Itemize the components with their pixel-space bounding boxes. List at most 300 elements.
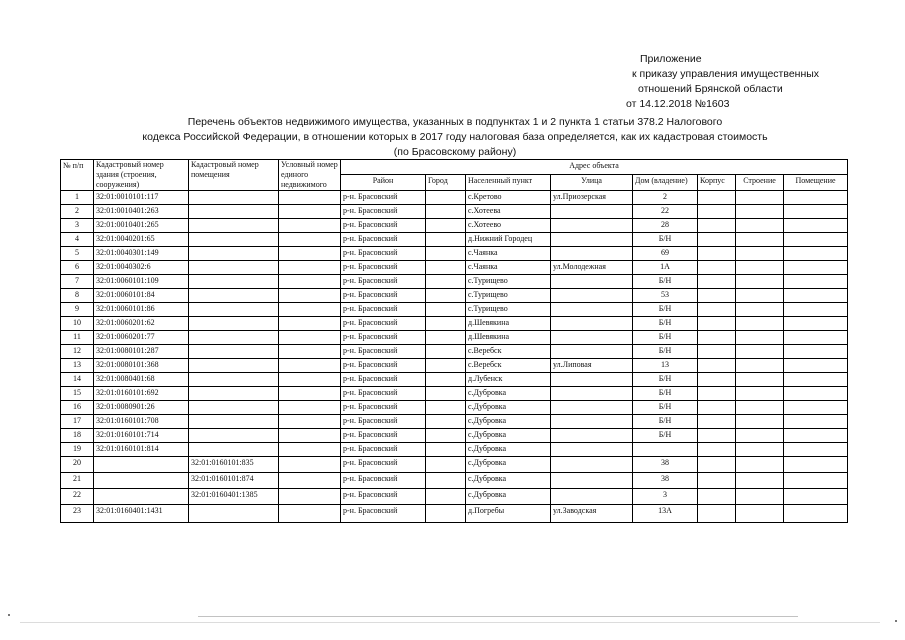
cell-building-cadastral: 32:01:0080101:287 [94, 345, 189, 359]
cell-settlement: д.Нижний Городец [466, 233, 551, 247]
cell-room [784, 233, 848, 247]
cell-corpus [698, 205, 736, 219]
cell-street [551, 345, 633, 359]
cell-conditional-number [279, 373, 341, 387]
cell-room-cadastral [189, 317, 279, 331]
cell-corpus [698, 457, 736, 473]
cell-building-cadastral: 32:01:0160101:714 [94, 429, 189, 443]
cell-street [551, 415, 633, 429]
cell-house: 53 [633, 289, 698, 303]
cell-room [784, 191, 848, 205]
cell-city [426, 317, 466, 331]
cell-street [551, 429, 633, 443]
cell-corpus [698, 331, 736, 345]
cell-room [784, 331, 848, 345]
cell-house: 13 [633, 359, 698, 373]
cell-room [784, 401, 848, 415]
cell-room [784, 457, 848, 473]
cell-room-cadastral [189, 387, 279, 401]
table-row [61, 387, 848, 401]
cell-district: р-н. Брасовский [341, 331, 426, 345]
cell-num: 15 [61, 387, 94, 401]
cell-district: р-н. Брасовский [341, 443, 426, 457]
cell-house: Б/Н [633, 233, 698, 247]
cell-house: Б/Н [633, 345, 698, 359]
cell-corpus [698, 261, 736, 275]
cell-settlement: с.Веребск [466, 345, 551, 359]
header-building: Строение [736, 174, 784, 190]
cell-corpus [698, 443, 736, 457]
cell-room [784, 373, 848, 387]
header-address-group: Адрес объекта [341, 160, 848, 175]
table-row [61, 261, 848, 275]
cell-room-cadastral [189, 303, 279, 317]
cell-street: ул.Заводская [551, 505, 633, 523]
cell-conditional-number [279, 415, 341, 429]
cell-conditional-number [279, 429, 341, 443]
table-row [61, 489, 848, 505]
header-room-cadastral: Кадастровый номер помещения [189, 160, 279, 191]
cell-city [426, 331, 466, 345]
cell-building [736, 457, 784, 473]
cell-building-cadastral [94, 489, 189, 505]
cell-conditional-number [279, 233, 341, 247]
cell-street [551, 317, 633, 331]
cell-building [736, 359, 784, 373]
cell-room-cadastral [189, 275, 279, 289]
cell-house: 38 [633, 473, 698, 489]
cell-building-cadastral: 32:01:0160401:1431 [94, 505, 189, 523]
cell-conditional-number [279, 219, 341, 233]
cell-house: 69 [633, 247, 698, 261]
cell-room-cadastral: 32:01:0160101:874 [189, 473, 279, 489]
cell-district: р-н. Брасовский [341, 205, 426, 219]
cell-district: р-н. Брасовский [341, 345, 426, 359]
title-line-3: (по Брасовскому району) [393, 146, 517, 158]
cell-num: 8 [61, 289, 94, 303]
cell-building-cadastral: 32:01:0040302:6 [94, 261, 189, 275]
cell-room-cadastral: 32:01:0160101:835 [189, 457, 279, 473]
cell-conditional-number [279, 247, 341, 261]
cell-building [736, 247, 784, 261]
cell-num: 16 [61, 401, 94, 415]
table-row [61, 205, 848, 219]
cell-building [736, 505, 784, 523]
cell-house: 3 [633, 489, 698, 505]
cell-corpus [698, 275, 736, 289]
cell-city [426, 219, 466, 233]
cell-room-cadastral [189, 205, 279, 219]
cell-settlement: д.Лубенск [466, 373, 551, 387]
cell-building-cadastral: 32:01:0010101:117 [94, 191, 189, 205]
cell-settlement: с.Турищево [466, 289, 551, 303]
cell-settlement: с.Дубровка [466, 443, 551, 457]
table-row [61, 331, 848, 345]
cell-district: р-н. Брасовский [341, 303, 426, 317]
cell-district: р-н. Брасовский [341, 247, 426, 261]
cell-city [426, 345, 466, 359]
cell-room [784, 359, 848, 373]
title-line-1: Перечень объектов недвижимого имущества, указанных в подпунктах 1 и 2 пункта 1 статьи 378.2 Налогового [187, 116, 723, 128]
cell-settlement: с.Дубровка [466, 429, 551, 443]
cell-city [426, 303, 466, 317]
cell-settlement: д.Шевякина [466, 331, 551, 345]
cell-num: 18 [61, 429, 94, 443]
cell-building-cadastral: 32:01:0060201:62 [94, 317, 189, 331]
cell-room [784, 289, 848, 303]
cell-conditional-number [279, 345, 341, 359]
cell-city [426, 373, 466, 387]
cell-conditional-number [279, 191, 341, 205]
cell-city [426, 233, 466, 247]
cell-district: р-н. Брасовский [341, 387, 426, 401]
cell-settlement: с.Дубровка [466, 473, 551, 489]
cell-building-cadastral: 32:01:0060101:84 [94, 289, 189, 303]
cell-conditional-number [279, 473, 341, 489]
cell-building [736, 345, 784, 359]
header-num: № п/п [61, 160, 94, 191]
cell-settlement: с.Кретово [466, 191, 551, 205]
cell-building-cadastral: 32:01:0010401:263 [94, 205, 189, 219]
cell-corpus [698, 401, 736, 415]
cell-settlement: с.Веребск [466, 359, 551, 373]
cell-city [426, 247, 466, 261]
cell-street [551, 489, 633, 505]
cell-conditional-number [279, 289, 341, 303]
table-row [61, 303, 848, 317]
cell-room [784, 505, 848, 523]
cell-num: 10 [61, 317, 94, 331]
table-row [61, 457, 848, 473]
cell-conditional-number [279, 359, 341, 373]
cell-settlement: д.Шевякина [466, 317, 551, 331]
cell-room-cadastral [189, 247, 279, 261]
cell-street [551, 303, 633, 317]
cell-city [426, 289, 466, 303]
cell-room-cadastral [189, 331, 279, 345]
cell-building [736, 303, 784, 317]
cell-room-cadastral [189, 345, 279, 359]
cell-num: 17 [61, 415, 94, 429]
cell-num: 7 [61, 275, 94, 289]
cell-room [784, 303, 848, 317]
cell-room-cadastral [189, 401, 279, 415]
cell-settlement: с.Чаянка [466, 247, 551, 261]
header-city: Город [426, 174, 466, 190]
cell-room-cadastral [189, 429, 279, 443]
cell-city [426, 261, 466, 275]
cell-district: р-н. Брасовский [341, 233, 426, 247]
table-row [61, 219, 848, 233]
cell-conditional-number [279, 443, 341, 457]
header-room: Помещение [784, 174, 848, 190]
cell-conditional-number [279, 331, 341, 345]
document-title [90, 115, 820, 160]
cell-num: 14 [61, 373, 94, 387]
cell-corpus [698, 289, 736, 303]
cell-settlement: с.Дубровка [466, 415, 551, 429]
cell-street [551, 289, 633, 303]
cell-num: 6 [61, 261, 94, 275]
cell-num: 19 [61, 443, 94, 457]
table-row [61, 443, 848, 457]
cell-house: Б/Н [633, 275, 698, 289]
cell-house: 22 [633, 205, 698, 219]
cell-conditional-number [279, 489, 341, 505]
table-row [61, 345, 848, 359]
cell-room [784, 317, 848, 331]
cell-building-cadastral: 32:01:0080901:26 [94, 401, 189, 415]
cell-room-cadastral [189, 219, 279, 233]
cell-conditional-number [279, 261, 341, 275]
cell-house: Б/Н [633, 429, 698, 443]
cell-district: р-н. Брасовский [341, 373, 426, 387]
cell-room-cadastral [189, 261, 279, 275]
table-row [61, 473, 848, 489]
cell-city [426, 191, 466, 205]
scan-noise [0, 612, 905, 632]
cell-building [736, 191, 784, 205]
cell-city [426, 505, 466, 523]
cell-conditional-number [279, 205, 341, 219]
cell-num: 9 [61, 303, 94, 317]
cell-corpus [698, 219, 736, 233]
cell-street [551, 401, 633, 415]
cell-street [551, 373, 633, 387]
cell-city [426, 359, 466, 373]
cell-settlement: с.Турищево [466, 275, 551, 289]
cell-district: р-н. Брасовский [341, 261, 426, 275]
table-row [61, 401, 848, 415]
cell-house: Б/Н [633, 303, 698, 317]
cell-conditional-number [279, 275, 341, 289]
cell-house: Б/Н [633, 317, 698, 331]
cell-district: р-н. Брасовский [341, 219, 426, 233]
cell-conditional-number [279, 457, 341, 473]
cell-building-cadastral: 32:01:0010401:265 [94, 219, 189, 233]
cell-house: Б/Н [633, 387, 698, 401]
cell-building [736, 387, 784, 401]
cell-corpus [698, 247, 736, 261]
table-row [61, 373, 848, 387]
cell-building [736, 233, 784, 247]
cell-num: 22 [61, 489, 94, 505]
table-row [61, 317, 848, 331]
cell-settlement: д.Погребы [466, 505, 551, 523]
cell-building-cadastral [94, 473, 189, 489]
cell-num: 20 [61, 457, 94, 473]
cell-settlement: с.Чаянка [466, 261, 551, 275]
header-corpus: Корпус [698, 174, 736, 190]
table-row [61, 191, 848, 205]
cell-num: 21 [61, 473, 94, 489]
cell-settlement: с.Хотеева [466, 205, 551, 219]
cell-corpus [698, 373, 736, 387]
cell-room-cadastral [189, 443, 279, 457]
cell-room-cadastral: 32:01:0160401:1385 [189, 489, 279, 505]
cell-district: р-н. Брасовский [341, 429, 426, 443]
cell-room-cadastral [189, 289, 279, 303]
cell-room [784, 429, 848, 443]
cell-building [736, 401, 784, 415]
cell-street [551, 473, 633, 489]
cell-district: р-н. Брасовский [341, 457, 426, 473]
cell-building-cadastral: 32:01:0040301:149 [94, 247, 189, 261]
header-conditional-number: Условный номер единого недвижимого [279, 160, 341, 191]
table-row [61, 275, 848, 289]
cell-num: 5 [61, 247, 94, 261]
cell-street [551, 247, 633, 261]
cell-district: р-н. Брасовский [341, 289, 426, 303]
cell-num: 13 [61, 359, 94, 373]
cell-street: ул.Приозерская [551, 191, 633, 205]
table-row [61, 289, 848, 303]
cell-corpus [698, 429, 736, 443]
cell-room [784, 247, 848, 261]
cell-settlement: с.Турищево [466, 303, 551, 317]
cell-num: 4 [61, 233, 94, 247]
cell-room-cadastral [189, 415, 279, 429]
cell-city [426, 429, 466, 443]
cell-num: 2 [61, 205, 94, 219]
cell-corpus [698, 359, 736, 373]
cell-building [736, 373, 784, 387]
cell-building [736, 289, 784, 303]
appendix-line-4: от 14.12.2018 №1603 [626, 98, 730, 110]
cell-city [426, 489, 466, 505]
cell-building [736, 415, 784, 429]
cell-building-cadastral: 32:01:0160101:692 [94, 387, 189, 401]
cell-district: р-н. Брасовский [341, 505, 426, 523]
cell-district: р-н. Брасовский [341, 275, 426, 289]
cell-street [551, 331, 633, 345]
cell-district: р-н. Брасовский [341, 415, 426, 429]
cell-corpus [698, 233, 736, 247]
header-building-cadastral: Кадастровый номер здания (строения, сооружения) [94, 160, 189, 191]
cell-building [736, 443, 784, 457]
cell-building [736, 489, 784, 505]
cell-building [736, 317, 784, 331]
header-street: Улица [551, 174, 633, 190]
cell-house: Б/Н [633, 373, 698, 387]
cell-building-cadastral: 32:01:0160101:708 [94, 415, 189, 429]
cell-room-cadastral [189, 191, 279, 205]
cell-corpus [698, 489, 736, 505]
cell-room [784, 443, 848, 457]
cell-room [784, 205, 848, 219]
cell-city [426, 205, 466, 219]
cell-district: р-н. Брасовский [341, 359, 426, 373]
cell-building-cadastral: 32:01:0060101:109 [94, 275, 189, 289]
cell-room-cadastral [189, 359, 279, 373]
cell-room [784, 473, 848, 489]
table-row [61, 415, 848, 429]
table-row [61, 429, 848, 443]
cell-house: 2 [633, 191, 698, 205]
cell-num: 3 [61, 219, 94, 233]
cell-building [736, 219, 784, 233]
cell-city [426, 275, 466, 289]
cell-settlement: с.Дубровка [466, 489, 551, 505]
cell-city [426, 387, 466, 401]
table-row [61, 233, 848, 247]
appendix-block [626, 52, 820, 112]
cell-street [551, 387, 633, 401]
cell-street [551, 219, 633, 233]
cell-building [736, 331, 784, 345]
cell-city [426, 401, 466, 415]
cell-building [736, 261, 784, 275]
cell-room [784, 489, 848, 505]
cell-house [633, 443, 698, 457]
cell-corpus [698, 473, 736, 489]
cell-house: 1А [633, 261, 698, 275]
cell-corpus [698, 303, 736, 317]
cell-room-cadastral [189, 233, 279, 247]
cell-building [736, 429, 784, 443]
header-district: Район [341, 174, 426, 190]
cell-corpus [698, 387, 736, 401]
cell-street [551, 457, 633, 473]
cell-street [551, 205, 633, 219]
cell-city [426, 457, 466, 473]
cell-conditional-number [279, 387, 341, 401]
cell-num: 1 [61, 191, 94, 205]
cell-street: ул.Молодежная [551, 261, 633, 275]
table-row [61, 359, 848, 373]
appendix-line-1: Приложение [640, 53, 702, 65]
appendix-line-3: отношений Брянской области [638, 83, 783, 95]
cell-building [736, 473, 784, 489]
cell-building-cadastral: 32:01:0080401:68 [94, 373, 189, 387]
property-table [60, 159, 848, 523]
cell-district: р-н. Брасовский [341, 401, 426, 415]
cell-district: р-н. Брасовский [341, 317, 426, 331]
cell-house: Б/Н [633, 331, 698, 345]
cell-room [784, 345, 848, 359]
cell-street [551, 233, 633, 247]
cell-conditional-number [279, 505, 341, 523]
cell-building-cadastral: 32:01:0040201:65 [94, 233, 189, 247]
cell-city [426, 415, 466, 429]
cell-num: 11 [61, 331, 94, 345]
cell-conditional-number [279, 317, 341, 331]
cell-city [426, 473, 466, 489]
cell-corpus [698, 415, 736, 429]
cell-settlement: с.Хотеево [466, 219, 551, 233]
cell-district: р-н. Брасовский [341, 191, 426, 205]
cell-room [784, 387, 848, 401]
cell-settlement: с.Дубровка [466, 401, 551, 415]
cell-building-cadastral: 32:01:0060201:77 [94, 331, 189, 345]
cell-building-cadastral: 32:01:0060101:86 [94, 303, 189, 317]
cell-room [784, 415, 848, 429]
cell-num: 12 [61, 345, 94, 359]
cell-conditional-number [279, 303, 341, 317]
table-row [61, 247, 848, 261]
cell-building-cadastral: 32:01:0080101:368 [94, 359, 189, 373]
header-settlement: Населенный пункт [466, 174, 551, 190]
cell-room-cadastral [189, 373, 279, 387]
cell-building-cadastral [94, 457, 189, 473]
table-body [61, 191, 848, 523]
cell-house: 28 [633, 219, 698, 233]
cell-conditional-number [279, 401, 341, 415]
cell-building [736, 275, 784, 289]
cell-building [736, 205, 784, 219]
cell-settlement: с.Дубровка [466, 457, 551, 473]
cell-district: р-н. Брасовский [341, 473, 426, 489]
